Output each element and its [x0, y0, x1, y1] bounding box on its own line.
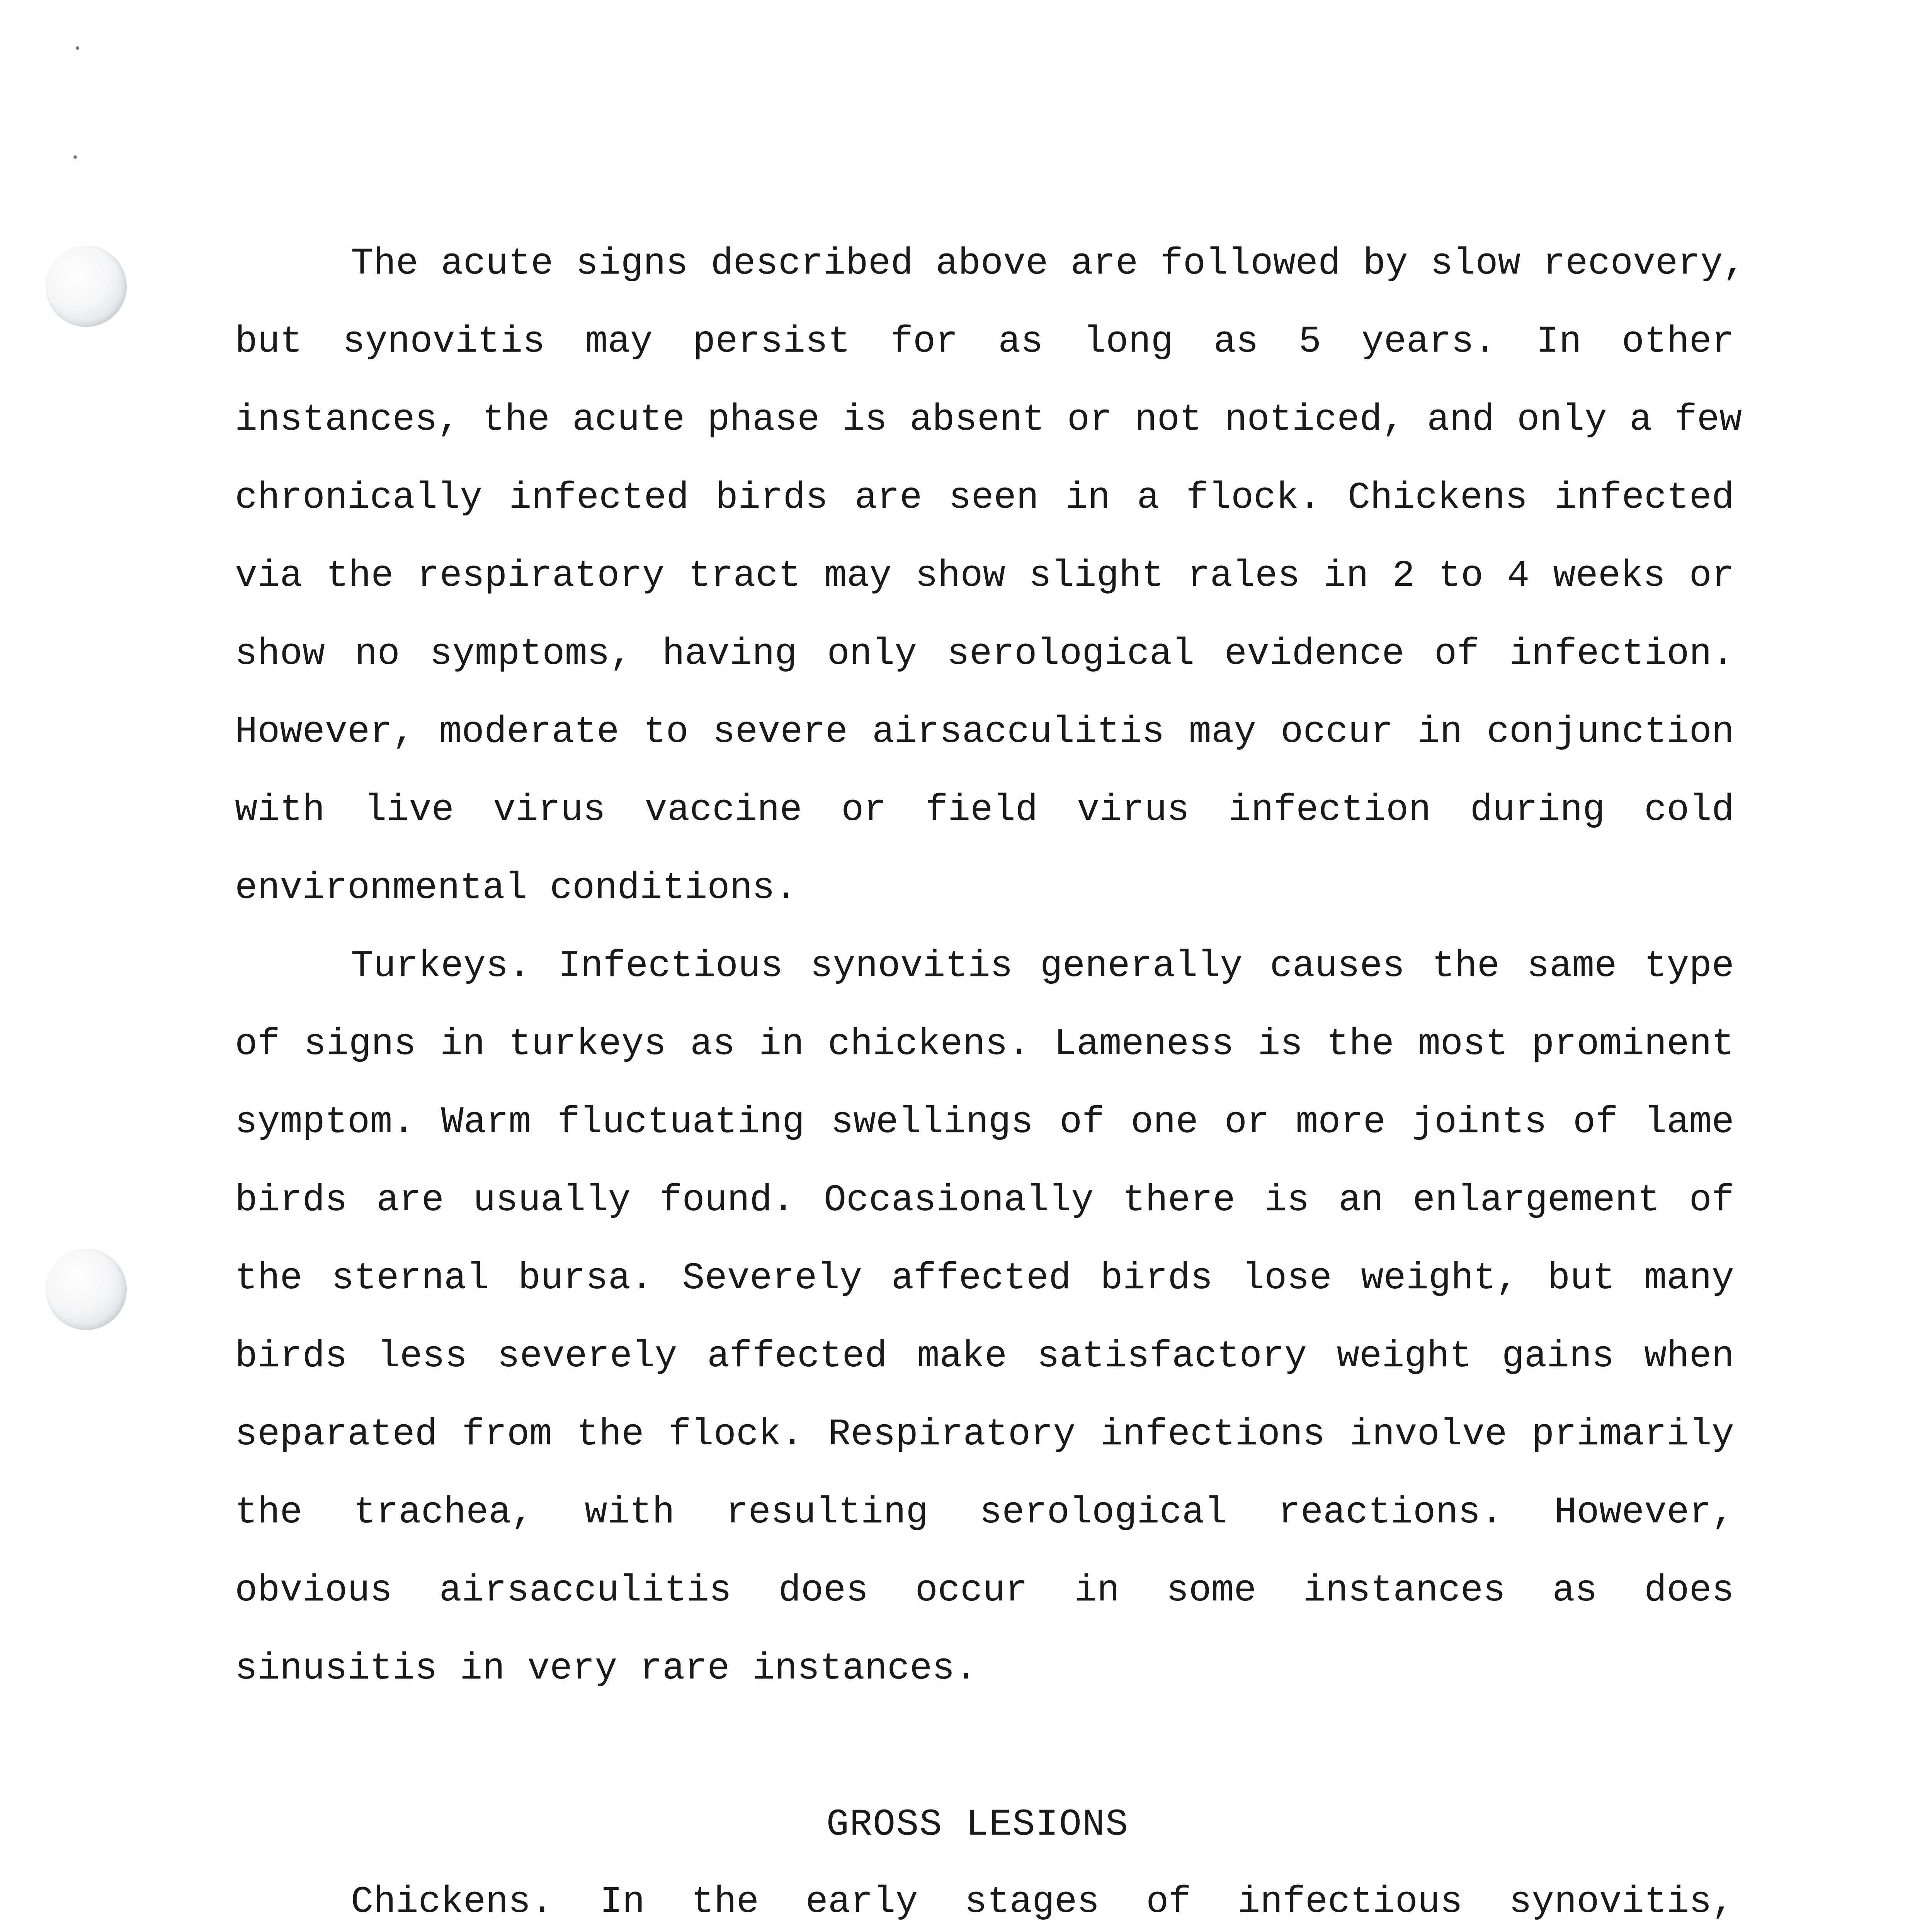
- text-line: birds are usually found. Occasionally there is an enlargement of: [235, 1179, 1734, 1222]
- paragraph-turkeys: [235, 927, 1734, 1708]
- punch-hole-top: [46, 246, 127, 327]
- text-line: obvious airsacculitis does occur in some instances as does: [235, 1570, 1734, 1612]
- text-line: environmental conditions.: [235, 867, 798, 910]
- text-line: Chickens. In the early stages of infectious synovitis,: [351, 1881, 1734, 1923]
- punch-hole-middle: [46, 1249, 127, 1330]
- text-line: but synovitis may persist for as long as 5 years. In other: [235, 321, 1734, 363]
- text-line: sinusitis in very rare instances.: [235, 1648, 977, 1690]
- text-line: with live virus vaccine or field virus infection during cold: [235, 789, 1734, 832]
- section-heading-gross-lesions: GROSS LESIONS: [826, 1804, 1129, 1846]
- text-line: the sternal bursa. Severely affected birds lose weight, but many: [235, 1257, 1734, 1300]
- text-line: show no symptoms, having only serological evidence of infection.: [235, 633, 1734, 675]
- text-line: instances, the acute phase is absent or not noticed, and only a few: [235, 399, 1742, 441]
- text-line: separated from the flock. Respiratory infections involve primarily: [235, 1413, 1734, 1456]
- text-line: via the respiratory tract may show slight rales in 2 to 4 weeks or: [235, 555, 1734, 597]
- paragraph-acute-signs: [235, 225, 1745, 927]
- paragraph-chickens-lesions: [235, 1863, 1734, 1932]
- text-line: The acute signs described above are followed by slow recovery,: [351, 243, 1745, 285]
- scan-speck: [73, 155, 77, 159]
- text-line: However, moderate to severe airsacculitis may occur in conjunction: [235, 711, 1734, 753]
- text-line: birds less severely affected make satisfactory weight gains when: [235, 1335, 1734, 1378]
- text-line: chronically infected birds are seen in a flock. Chickens infected: [235, 477, 1734, 519]
- text-line: the trachea, with resulting serological reactions. However,: [235, 1492, 1734, 1534]
- text-line: symptom. Warm fluctuating swellings of one or more joints of lame: [235, 1101, 1734, 1144]
- text-line: Turkeys. Infectious synovitis generally causes the same type: [351, 945, 1734, 988]
- text-line: of signs in turkeys as in chickens. Lameness is the most prominent: [235, 1023, 1734, 1066]
- scan-speck: [76, 46, 79, 50]
